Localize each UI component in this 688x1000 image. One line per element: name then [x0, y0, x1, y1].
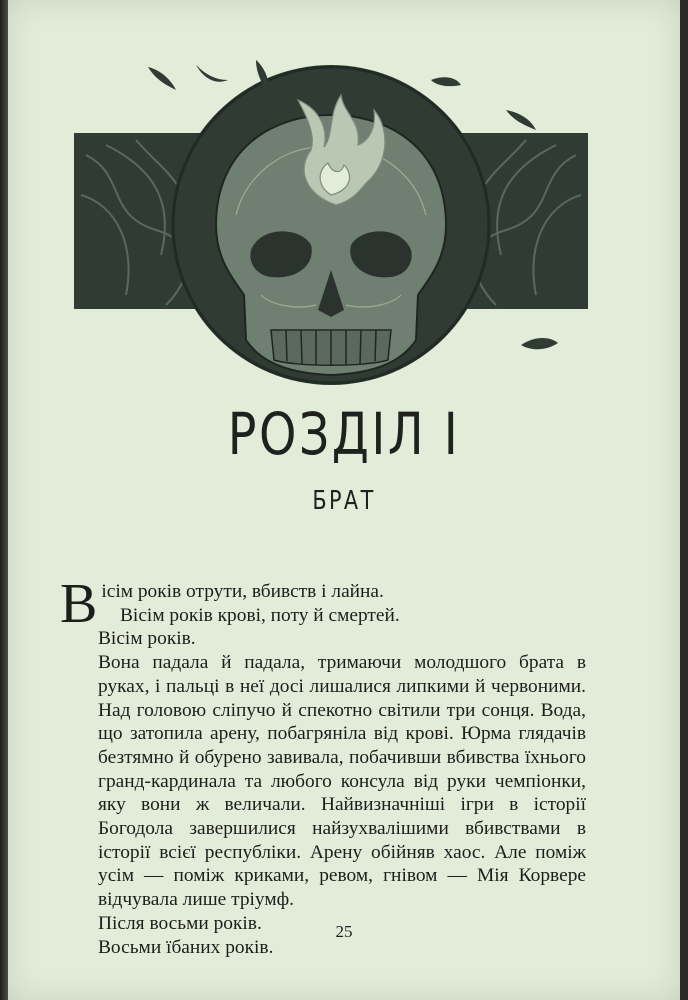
- page-number: 25: [335, 922, 353, 941]
- chapter-body: [60, 573, 586, 959]
- main-paragraph: Вона падала й падала, тримаючи молодшого брата в руках, і пальці в неї досі лишалися липкими й червоними. Над головою сліпучо й спекотно світили три сонця. Вода, що затопила арену, побагряніла від крові. Юрма глядачів безтямно й обурено завивала, побачивши вбивства їхнього гранд-кардинала та любого консула від руки чемпіонки, яку вони ж величали. Найвизначніші ігри в історії Богодола завершилися найзухвалішими вбивствами в історії всієї республіки. Арену обійняв хаос. Але поміж усім — поміж криками, ревом, гнівом — Мія Корвере відчувала лише тріумф.: [98, 652, 586, 911]
- closing-line-1: Після восьми років.: [98, 912, 262, 934]
- book-spine: [0, 0, 8, 1000]
- flaming-skull-icon: [66, 55, 596, 395]
- second-line: Вісім років крові, поту й смертей.: [120, 604, 400, 626]
- closing-line-2: Восьми їбаних років.: [98, 936, 274, 958]
- third-line: Вісім років.: [98, 628, 196, 650]
- book-page: [8, 0, 680, 1000]
- chapter-title: РОЗДІЛ І: [227, 400, 461, 468]
- opening-line-text: ісім років отрути, вбивств і лайна.: [101, 581, 384, 602]
- drop-cap: В: [60, 573, 98, 635]
- chapter-subtitle: БРАТ: [312, 486, 376, 516]
